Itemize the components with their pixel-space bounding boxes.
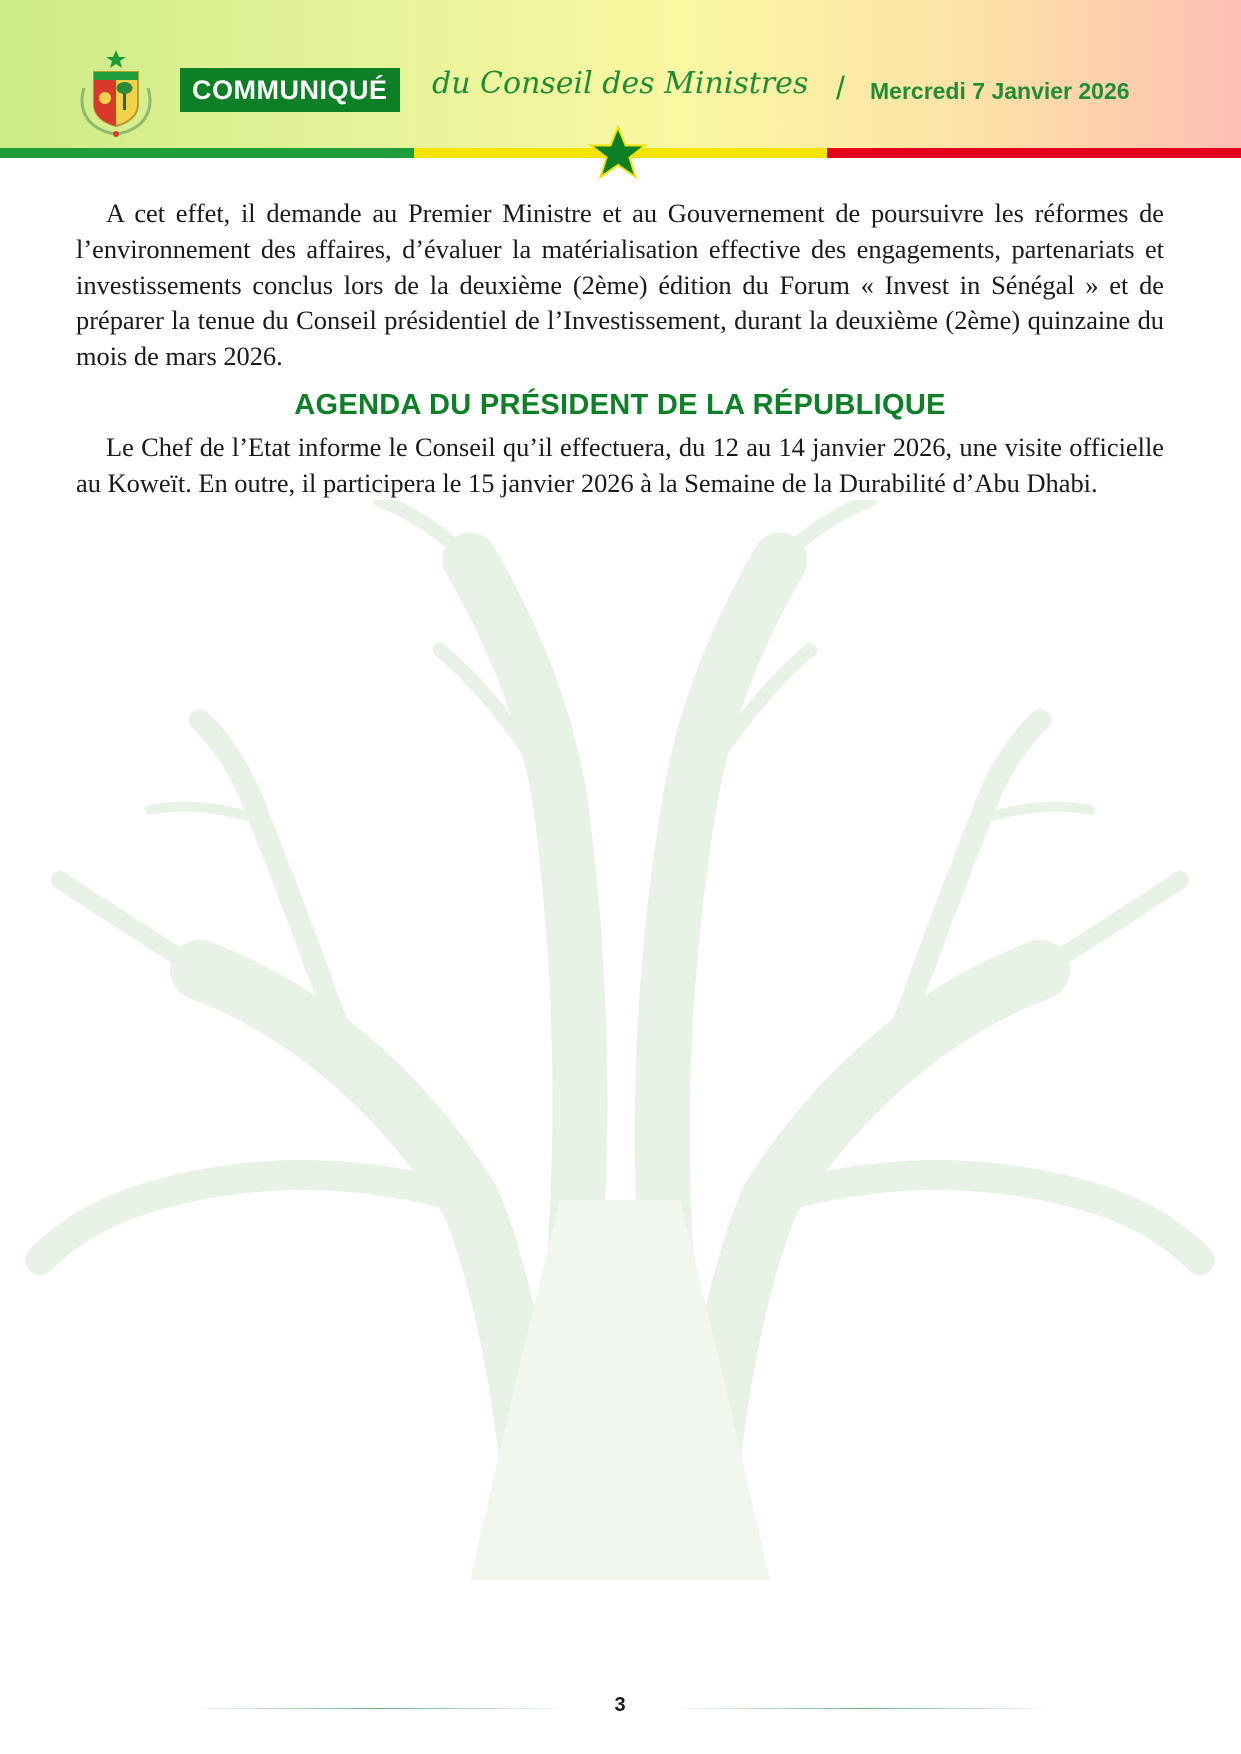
header-separator: / [836,70,845,106]
footer-divider-right [682,1708,1042,1709]
star-icon [588,123,648,183]
header-script-title: du Conseil des Ministres [432,66,809,101]
coat-of-arms-icon [76,48,156,138]
header-date: Mercredi 7 Janvier 2026 [870,78,1130,104]
communique-badge: COMMUNIQUÉ [180,68,406,112]
page-number: 3 [614,1694,626,1716]
flag-red-stripe [827,148,1241,158]
document-body [76,196,1164,502]
section-heading-agenda: AGENDA DU PRÉSIDENT DE LA RÉPUBLIQUE [294,388,946,421]
baobab-tree-watermark [0,500,1241,1580]
body-paragraph-1: A cet effet, il demande au Premier Ministre et au Gouvernement de poursuivre les réformes de l’environnement des affaires, d’évaluer la matérialisation effective des engagements, partenariats et investissements conclus lors de la deuxième (2ème) édition du Forum « Invest in Sénégal » et de préparer la tenue du Conseil présidentiel de l’Investissement, durant la deuxième (2ème) quinzaine du mois de mars 2026. [76,198,1164,372]
footer-divider-left [200,1708,558,1709]
flag-green-stripe [0,148,414,158]
body-paragraph-2: Le Chef de l’Etat informe le Conseil qu’il effectuera, du 12 au 14 janvier 2026, une visite officielle au Koweït. En outre, il participera le 15 janvier 2026 à la Semaine de la Durabilité d’Abu Dhabi. [76,431,1164,498]
